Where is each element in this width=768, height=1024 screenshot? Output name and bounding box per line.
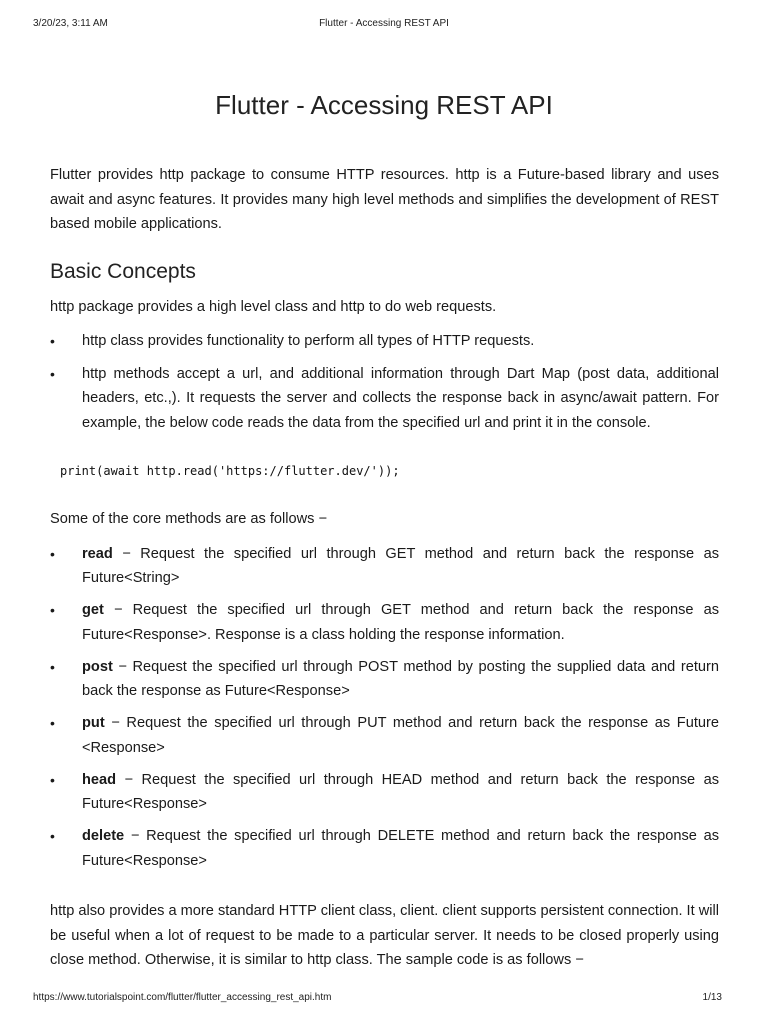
method-item-delete (50, 824, 719, 873)
method-name: post (82, 658, 113, 675)
method-name: delete (82, 828, 125, 844)
bullet-icon: • (50, 828, 55, 844)
source-url: https://www.tutorialspoint.com/flutter/flutter_accessing_rest_api.htm (33, 992, 332, 1003)
client-paragraph: http also provides a more standard HTTP client class, client. client supports persistent connection. It will be useful when a lot of request to be made to a particular server. It needs to be closed properly using close method. Otherwise, it is similar to http class. The sample code is as follows − (50, 903, 719, 968)
methods-lead: Some of the core methods are as follows − (50, 511, 328, 527)
method-description: − Request the specified url through GET method and return back the response as Future<String> (82, 545, 719, 586)
print-header-title: Flutter - Accessing REST API (319, 18, 449, 29)
list-item (50, 329, 719, 354)
bullet-icon: • (50, 771, 55, 788)
bullet-icon: • (50, 658, 55, 675)
list-item-text: http methods accept a url, and additional information through Dart Map (post data, additional headers, etc.,). It requests the server and collects the response back in async/await pattern. For example, the below code reads the data from the specified url and print it in the console. (82, 365, 719, 431)
method-description: − Request the specified url through HEAD method and return back the response as Future<Response> (82, 771, 719, 812)
code-sample: print(await http.read('https://flutter.dev/')); (60, 464, 400, 478)
section-heading-basic-concepts: Basic Concepts (50, 259, 196, 283)
article-content (50, 163, 719, 973)
print-header (33, 18, 735, 32)
print-footer (33, 992, 735, 1006)
bullet-icon: • (50, 602, 55, 618)
method-name: head (82, 771, 117, 788)
method-name: get (82, 602, 104, 618)
list-item (50, 362, 719, 436)
bullet-icon: • (50, 365, 55, 382)
method-item-read (50, 542, 719, 591)
bullet-icon: • (50, 333, 55, 349)
page-number: 1/13 (702, 992, 722, 1003)
intro-paragraph: Flutter provides http package to consume HTTP resources. http is a Future-based library and uses await and async features. It provides many high level methods and simplifies the development of REST based mobile applications. (50, 167, 719, 232)
page-title: Flutter - Accessing REST API (215, 90, 553, 120)
method-description: − Request the specified url through DELETE method and return back the response as Future<Response> (82, 828, 719, 869)
list-item-text: http class provides functionality to perform all types of HTTP requests. (82, 333, 535, 349)
method-item-head (50, 768, 719, 817)
basic-concepts-lead: http package provides a high level class and http to do web requests. (50, 298, 497, 315)
method-description: − Request the specified url through POST method by posting the supplied data and return back the response as Future<Response> (82, 658, 719, 699)
methods-list (50, 542, 719, 874)
method-description: − Request the specified url through GET method and return back the response as Future<Response>. Response is a class holding the response information. (82, 602, 719, 643)
method-item-get (50, 598, 719, 647)
method-item-post (50, 655, 719, 704)
bullet-icon: • (50, 715, 55, 731)
bullet-icon: • (50, 545, 55, 562)
method-item-put (50, 711, 719, 760)
method-description: − Request the specified url through PUT method and return back the response as Future <Response> (82, 715, 719, 756)
method-name: read (82, 545, 113, 562)
method-name: put (82, 715, 105, 731)
basic-concepts-list (50, 329, 719, 435)
print-date: 3/20/23, 3:11 AM (33, 18, 108, 29)
